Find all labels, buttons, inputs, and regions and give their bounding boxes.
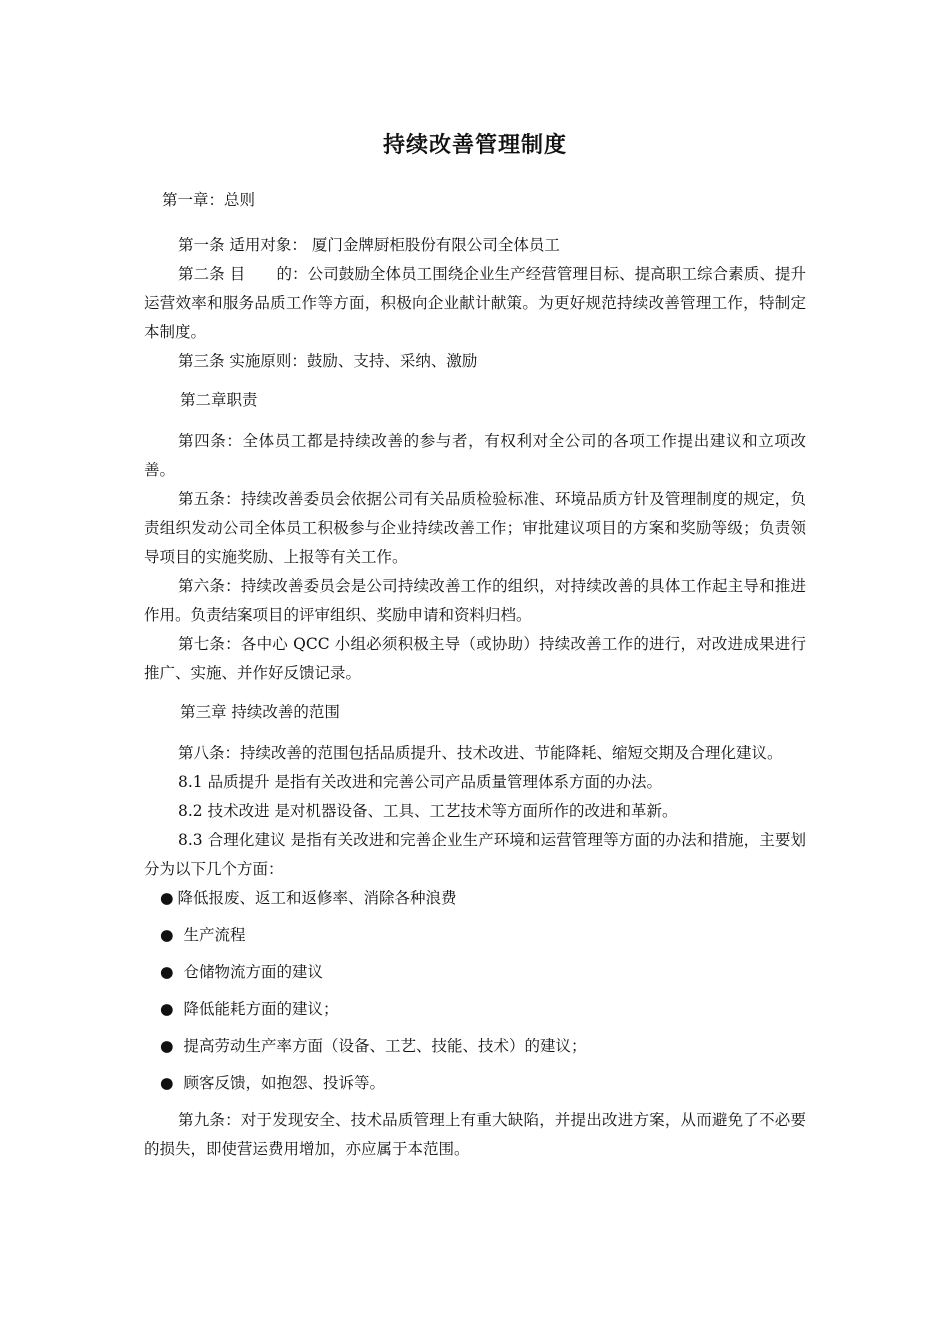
article-3: 第三条 实施原则：鼓励、支持、采纳、激励: [178, 352, 478, 370]
chapter-2-heading: 第二章职责: [180, 391, 258, 409]
item-8-1: 8.1 品质提升 是指有关改进和完善公司产品质量管理体系方面的办法。: [178, 773, 663, 791]
article-2: 第二条 目 的：公司鼓励全体员工围绕企业生产经营管理目标、提高职工综合素质、提升运营效率和服务品质工作等方面，积极向企业献计献策。为更好规范持续改善管理工作，特制定本制度。: [144, 265, 806, 341]
bullet-text: 降低能耗方面的建议；: [183, 1000, 339, 1018]
article-1: 第一条 适用对象： 厦门金牌厨柜股份有限公司全体员工: [178, 236, 560, 254]
document-body: [144, 186, 806, 1164]
page-title: 持续改善管理制度: [382, 133, 567, 158]
bullet-icon: ●: [160, 1000, 174, 1018]
bullet-text: 生产流程: [183, 926, 246, 944]
bullet-icon: ●: [160, 1037, 174, 1055]
bullet-icon: ●: [160, 1074, 174, 1092]
bullet-icon: ●: [160, 889, 174, 907]
bullet-text: 仓储物流方面的建议: [183, 963, 324, 981]
bullet-icon: ●: [160, 926, 174, 944]
list-item: [144, 884, 806, 913]
chapter-3-heading: 第三章 持续改善的范围: [180, 703, 340, 721]
list-item: [144, 958, 806, 987]
list-item: [144, 1069, 806, 1098]
article-4: 第四条：全体员工都是持续改善的参与者，有权利对全公司的各项工作提出建议和立项改善。: [144, 432, 806, 479]
article-5: 第五条：持续改善委员会依据公司有关品质检验标准、环境品质方针及管理制度的规定，负责组织发动公司全体员工积极参与企业持续改善工作；审批建议项目的方案和奖励等级；负责领导项目的实施奖励、上报等有关工作。: [144, 490, 806, 566]
bullet-icon: ●: [160, 963, 174, 981]
article-6: 第六条：持续改善委员会是公司持续改善工作的组织，对持续改善的具体工作起主导和推进作用。负责结案项目的评审组织、奖励申请和资料归档。: [144, 577, 806, 624]
article-7: 第七条：各中心 QCC 小组必须积极主导（或协助）持续改善工作的进行，对改进成果进行推广、实施、并作好反馈记录。: [144, 635, 806, 682]
bullet-text: 顾客反馈，如抱怨、投诉等。: [183, 1074, 386, 1092]
list-item: [144, 1032, 806, 1061]
bullet-text: 提高劳动生产率方面（设备、工艺、技能、技术）的建议；: [183, 1037, 587, 1055]
bullet-text: 降低报废、返工和返修率、消除各种浪费: [177, 889, 457, 907]
item-8-3: 8.3 合理化建议 是指有关改进和完善企业生产环境和运营管理等方面的办法和措施，主要划分为以下几个方面：: [144, 831, 806, 878]
list-item: [144, 995, 806, 1024]
item-8-2: 8.2 技术改进 是对机器设备、工具、工艺技术等方面所作的改进和革新。: [178, 802, 678, 820]
list-item: [144, 921, 806, 950]
article-8: 第八条：持续改善的范围包括品质提升、技术改进、节能降耗、缩短交期及合理化建议。: [178, 744, 783, 762]
chapter-1-heading: 第一章：总则: [162, 191, 256, 209]
article-9: 第九条：对于发现安全、技术品质管理上有重大缺陷，并提出改进方案，从而避免了不必要的损失，即使营运费用增加，亦应属于本范围。: [144, 1111, 806, 1158]
bullet-list: [144, 884, 806, 1098]
